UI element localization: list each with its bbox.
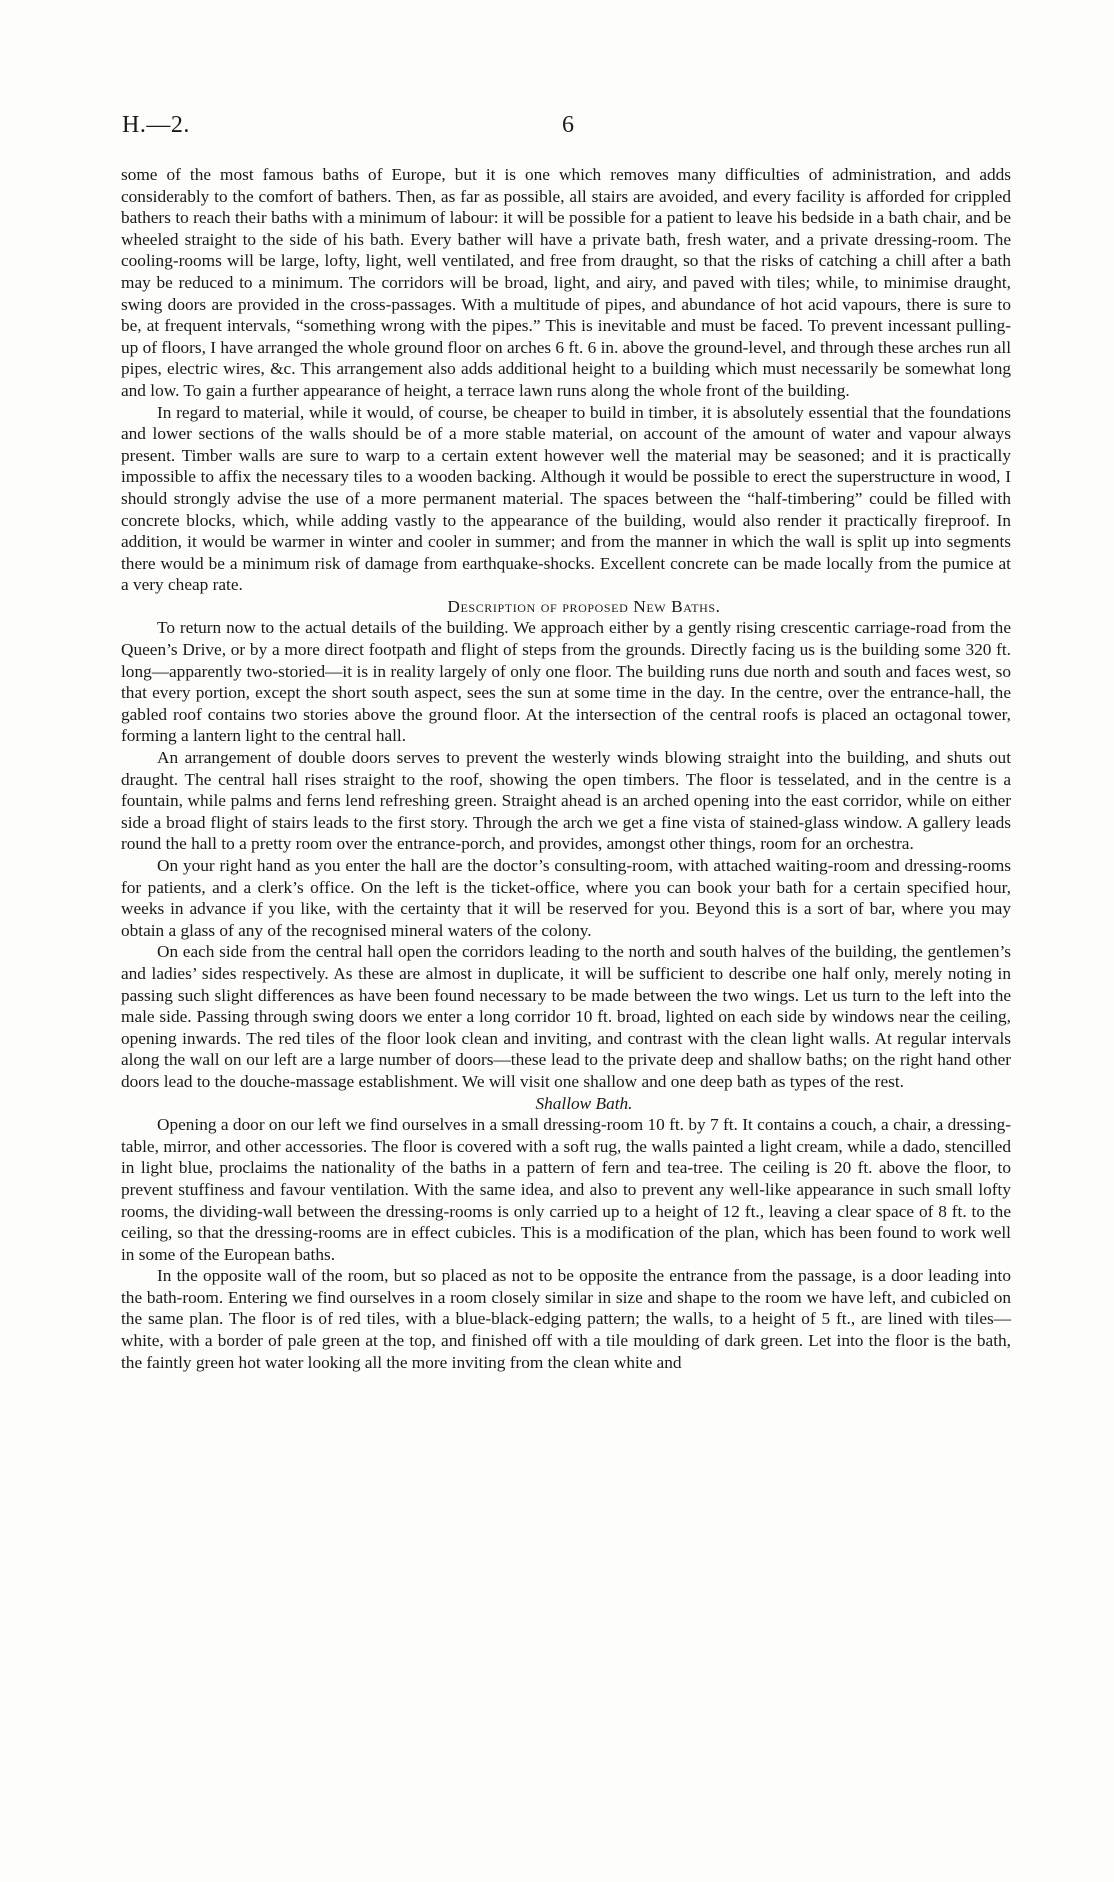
paragraph: On each side from the central hall open the corridors leading to the north and south halves of the building, the gentlemen’s and ladies’ sides respectively. As these are almost in duplicate, it will be sufficient to describe one half only, merely noting in passing such slight differences as have been found necessary to be made between the two wings. Let us turn to the left into the male side. Passing through swing doors we enter a long corridor 10 ft. broad, lighted on each side by windows near the ceiling, opening inwards. The red tiles of the floor look clean and inviting, and contrast with the clean light walls. At regular intervals along the wall on our left are a large number of doors—these lead to the private deep and shallow baths; on the right hand other doors lead to the douche-massage establishment. We will visit one shallow and one deep bath as types of the rest. — [121, 942, 1011, 1091]
paragraph: To return now to the actual details of the building. We approach either by a gently rising crescentic carriage-road from the Queen’s Drive, or by a more direct footpath and flight of steps from the grounds. Directly facing us is the building some 320 ft. long—apparently two-storied—it is in reality largely of only one floor. The building runs due north and south and faces west, so that every portion, except the short south aspect, sees the sun at some time in the day. In the centre, over the entrance-hall, the gabled roof contains two stories above the ground floor. At the intersection of the central roofs is placed an octagonal tower, forming a lantern light to the central hall. — [121, 618, 1011, 746]
page-header — [122, 112, 1012, 142]
paragraph: some of the most famous baths of Europe, but it is one which removes many difficulties of administration, and adds considerably to the comfort of bathers. Then, as far as possible, all stairs are avoided, and every facility is afforded for crippled bathers to reach their baths with a minimum of labour: it will be possible for a patient to leave his bedside in a bath chair, and be wheeled straight to the side of his bath. Every bather will have a private bath, fresh water, and a private dressing-room. The cooling-rooms will be large, lofty, light, well ventilated, and free from draught, so that the risks of catching a chill after a bath may be reduced to a minimum. The corridors will be broad, light, and airy, and paved with tiles; while, to minimise draught, swing doors are provided in the cross-passages. With a multitude of pipes, and abundance of hot acid vapours, there is sure to be, at frequent intervals, “something wrong with the pipes.” This is inevitable and must be faced. To prevent incessant pulling-up of floors, I have arranged the whole ground floor on arches 6 ft. 6 in. above the ground-level, and through these arches run all pipes, electric wires, &c. This arrangement also adds additional height to a building which must necessarily be somewhat long and low. To gain a further appearance of height, a terrace lawn runs along the whole front of the building. — [121, 165, 1011, 400]
page-number: 6 — [562, 112, 574, 138]
paragraph: Opening a door on our left we find ourselves in a small dressing-room 10 ft. by 7 ft. It contains a couch, a chair, a dressing-table, mirror, and other accessories. The floor is covered with a soft rug, the walls painted a light cream, while a dado, stencilled in light blue, proclaims the nationality of the baths in a pattern of fern and tea-tree. The ceiling is 20 ft. above the floor, to prevent stuffiness and favour ventilation. With the same idea, and also to prevent any well-like appearance in such small lofty rooms, the dividing-wall between the dressing-rooms is only carried up to a height of 12 ft., leaving a clear space of 8 ft. to the ceiling, so that the dressing-rooms are in effect cubicles. This is a modification of the plan, which has been found to work well in some of the European baths. — [121, 1115, 1011, 1264]
document-reference: H.—2. — [122, 112, 190, 138]
paragraph: An arrangement of double doors serves to prevent the westerly winds blowing straight into the building, and shuts out draught. The central hall rises straight to the roof, showing the open timbers. The floor is tesselated, and in the centre is a fountain, while palms and ferns lend refreshing green. Straight ahead is an arched opening into the east corridor, while on either side a broad flight of stairs leads to the first story. Through the arch we get a fine vista of stained-glass window. A gallery leads round the hall to a pretty room over the entrance-porch, and provides, amongst other things, room for an orchestra. — [121, 748, 1011, 854]
subsection-heading: Shallow Bath. — [535, 1093, 633, 1113]
section-heading: Description of proposed New Baths. — [447, 596, 721, 616]
paragraph: In regard to material, while it would, of course, be cheaper to build in timber, it is absolutely essential that the foundations and lower sections of the walls should be of a more stable material, on account of the amount of water and vapour always present. Timber walls are sure to warp to a certain extent however well the material may be seasoned; and it is practically impossible to affix the necessary tiles to a wooden backing. Although it would be possible to erect the superstructure in wood, I should strongly advise the use of a more permanent material. The spaces between the “half-timbering” could be filled with concrete blocks, which, while adding vastly to the appearance of the building, would also render it practically fireproof. In addition, it would be warmer in winter and cooler in summer; and from the manner in which the wall is split up into segments there would be a minimum risk of damage from earthquake-shocks. Excellent concrete can be made locally from the pumice at a very cheap rate. — [121, 402, 1011, 595]
paragraph: In the opposite wall of the room, but so placed as not to be opposite the entrance from the passage, is a door leading into the bath-room. Entering we find ourselves in a room closely similar in size and shape to the room we have left, and cubicled on the same plan. The floor is of red tiles, with a blue-black-edging pattern; the walls, to a height of 5 ft., are lined with tiles—white, with a border of pale green at the top, and finished off with a tile moulding of dark green. Let into the floor is the bath, the faintly green hot water looking all the more inviting from the clean white and — [121, 1266, 1011, 1372]
paragraph: On your right hand as you enter the hall are the doctor’s consulting-room, with attached waiting-room and dressing-rooms for patients, and a clerk’s office. On the left is the ticket-office, where you can book your bath for a certain specified hour, weeks in advance if you like, with the certainty that it will be reserved for you. Beyond this is a sort of bar, where you may obtain a glass of any of the recognised mineral waters of the colony. — [121, 856, 1011, 940]
body-text — [121, 164, 1011, 1373]
